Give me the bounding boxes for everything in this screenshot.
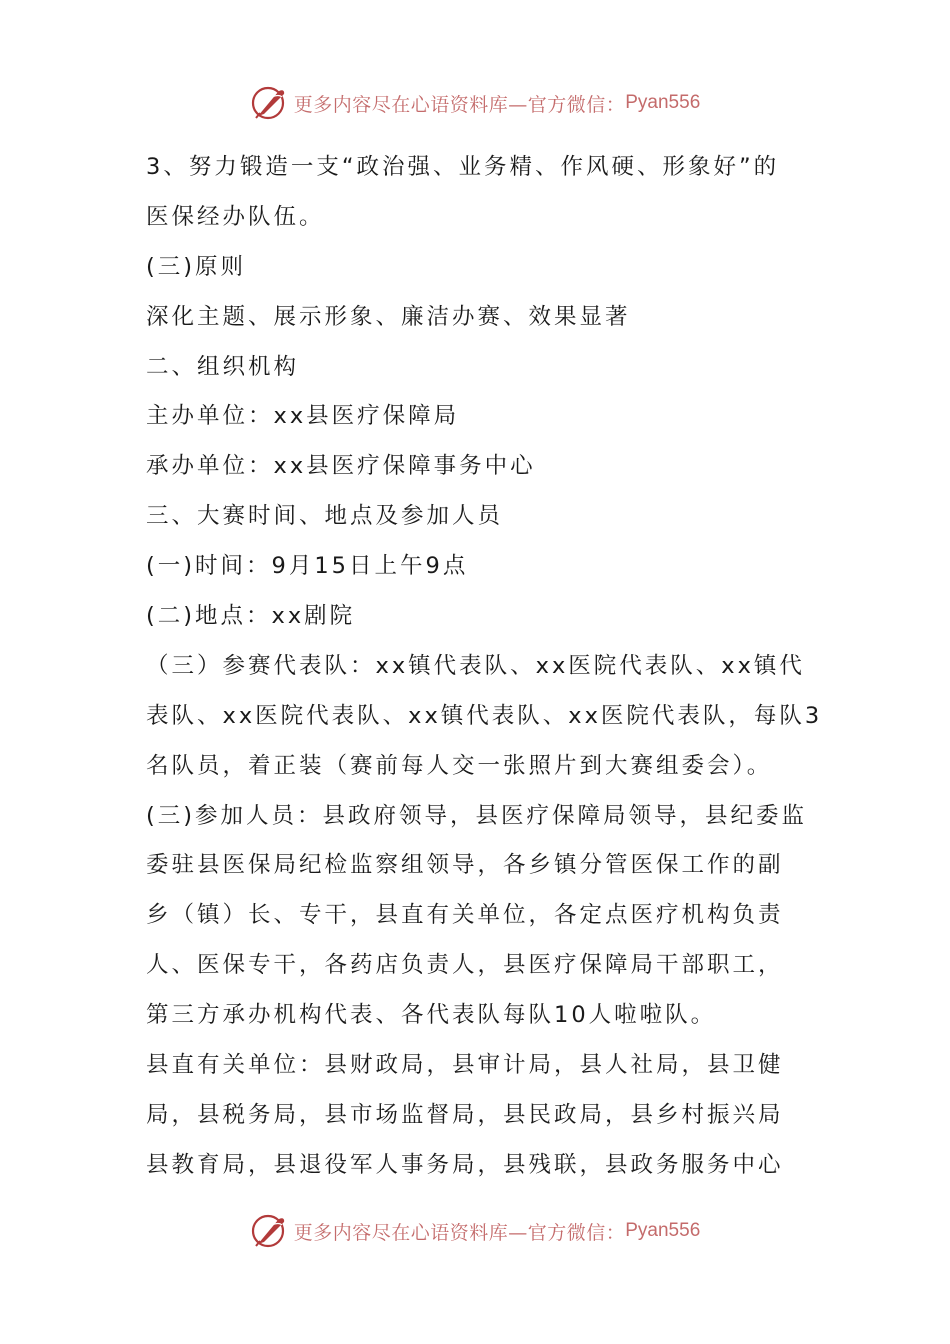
paragraph-line: 人、医保专干，各药店负责人，县医疗保障局干部职工， (146, 952, 784, 979)
section-heading: 二、组织机构 (146, 353, 300, 380)
watermark-wechat-id: Pyan556 (625, 1220, 701, 1241)
document-body (146, 143, 823, 1191)
paragraph-line: 委驻县医保局纪检监察组领导，各乡镇分管医保工作的副 (146, 852, 784, 879)
watermark-text: 更多内容尽在心语资料库—官方微信： (293, 93, 626, 116)
paragraph-line: 承办单位：xx县医疗保障事务中心 (146, 453, 536, 480)
paragraph-line: 深化主题、展示形象、廉洁办赛、效果显著 (146, 303, 631, 330)
paragraph-line: 县直有关单位：县财政局，县审计局，县人社局，县卫健 (146, 1052, 784, 1079)
watermark-wechat-id: Pyan556 (625, 92, 701, 113)
paragraph-line: (一)时间：9月15日上午9点 (146, 553, 469, 580)
watermark-text: 更多内容尽在心语资料库—官方微信： (293, 1221, 626, 1244)
paragraph-line: 第三方承办机构代表、各代表队每队10人啦啦队。 (146, 1002, 717, 1029)
paragraph-line: 医保经办队伍。 (146, 203, 325, 230)
paragraph-line: 局，县税务局，县市场监督局，县民政局，县乡村振兴局 (146, 1101, 784, 1128)
paragraph-line: 3、努力锻造一支“政治强、业务精、作风硬、形象好”的 (146, 154, 780, 180)
paragraph-line: 乡（镇）长、专干，县直有关单位，各定点医疗机构负责 (146, 902, 784, 929)
section-heading: (三)原则 (146, 253, 247, 280)
quill-pen-logo-icon (250, 1211, 290, 1251)
paragraph-line: (二)地点：xx剧院 (146, 603, 356, 630)
paragraph-line: 表队、xx医院代表队、xx镇代表队、xx医院代表队，每队3 (146, 702, 823, 729)
quill-pen-logo-icon (250, 83, 290, 123)
header-watermark (0, 78, 950, 128)
paragraph-line: (三)参加人员：县政府领导，县医疗保障局领导，县纪委监 (146, 802, 808, 829)
section-heading: 三、大赛时间、地点及参加人员 (146, 503, 504, 530)
paragraph-line: 名队员，着正装（赛前每人交一张照片到大赛组委会）。 (146, 752, 773, 779)
paragraph-line: 主办单位：xx县医疗保障局 (146, 403, 460, 430)
paragraph-line: 县教育局，县退役军人事务局，县残联，县政务服务中心 (146, 1151, 784, 1178)
footer-watermark (0, 1206, 950, 1256)
paragraph-line: （三）参赛代表队：xx镇代表队、xx医院代表队、xx镇代 (146, 652, 805, 679)
